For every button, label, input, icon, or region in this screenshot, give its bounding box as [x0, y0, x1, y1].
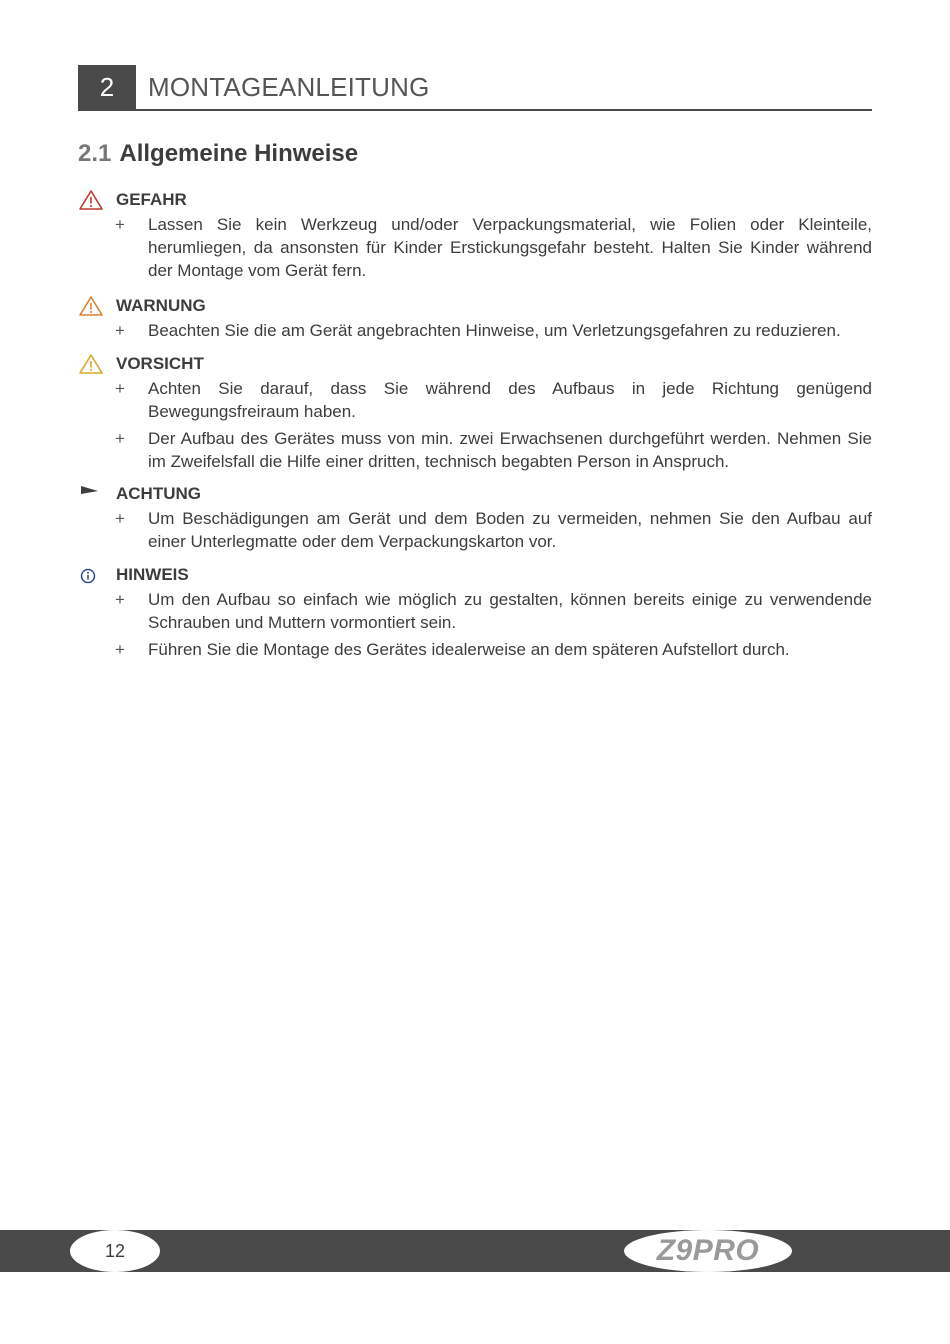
notice-achtung — [78, 483, 872, 553]
item-text: Um Beschädigungen am Gerät und dem Boden zu vermeiden, nehmen Sie den Aufbau auf einer Unterlegmatte oder dem Verpackungskarton vor. — [148, 509, 872, 551]
bullet-plus: + — [115, 321, 125, 340]
bullet-plus: + — [115, 509, 125, 528]
arrow-flag-icon — [78, 483, 104, 505]
list-item — [78, 377, 872, 423]
brand-logo: Z9PRO — [624, 1230, 792, 1272]
info-circle-icon — [78, 564, 104, 586]
notice-label: ACHTUNG — [116, 484, 201, 503]
list-item — [78, 213, 872, 282]
chapter-title: MONTAGEANLEITUNG — [148, 72, 430, 102]
bullet-plus: + — [115, 640, 125, 659]
notice-gefahr — [78, 189, 872, 282]
chapter-number: 2 — [78, 65, 136, 109]
notice-label: GEFAHR — [116, 190, 187, 209]
item-text: Der Aufbau des Gerätes muss von min. zwei Erwachsenen durchgeführt werden. Nehmen Sie im Zweifelsfall die Hilfe einer dritten, technisch begabten Person in Anspruch. — [148, 429, 872, 471]
notice-label: HINWEIS — [116, 565, 189, 584]
item-text: Achten Sie darauf, dass Sie während des Aufbaus in jede Richtung genügend Bewegungsfreiraum haben. — [148, 379, 872, 421]
section-number: 2.1 — [78, 140, 112, 167]
warning-triangle-yellow-icon — [78, 353, 104, 375]
bullet-plus: + — [115, 379, 125, 398]
notice-label: VORSICHT — [116, 354, 204, 373]
page-number: 12 — [70, 1230, 160, 1272]
notice-vorsicht — [78, 353, 872, 473]
list-item — [78, 588, 872, 634]
section-title: Allgemeine Hinweise — [119, 140, 359, 167]
notice-hinweis — [78, 564, 872, 661]
chapter-header — [78, 65, 872, 111]
item-text: Beachten Sie die am Gerät angebrachten Hinweise, um Verletzungsgefahren zu reduzieren. — [148, 321, 841, 340]
notice-label: WARNUNG — [116, 296, 206, 315]
item-text: Führen Sie die Montage des Gerätes idealerweise an dem späteren Aufstellort durch. — [148, 640, 790, 659]
section-heading — [78, 140, 358, 168]
item-text: Um den Aufbau so einfach wie möglich zu gestalten, können bereits einige zu verwendende Schrauben und Muttern vormontiert sein. — [148, 590, 872, 632]
warning-triangle-orange-icon — [78, 295, 104, 317]
list-item — [78, 638, 872, 661]
list-item — [78, 507, 872, 553]
item-text: Lassen Sie kein Werkzeug und/oder Verpackungsmaterial, wie Folien oder Kleinteile, herumliegen, da ansonsten für Kinder Erstickungsgefahr besteht. Halten Sie Kinder während der Montage vom Gerät fern. — [148, 215, 872, 280]
bullet-plus: + — [115, 590, 125, 609]
bullet-plus: + — [115, 429, 125, 448]
bullet-plus: + — [115, 215, 125, 234]
warning-triangle-red-icon — [78, 189, 104, 211]
list-item — [78, 319, 872, 342]
list-item — [78, 427, 872, 473]
notice-warnung — [78, 295, 872, 342]
